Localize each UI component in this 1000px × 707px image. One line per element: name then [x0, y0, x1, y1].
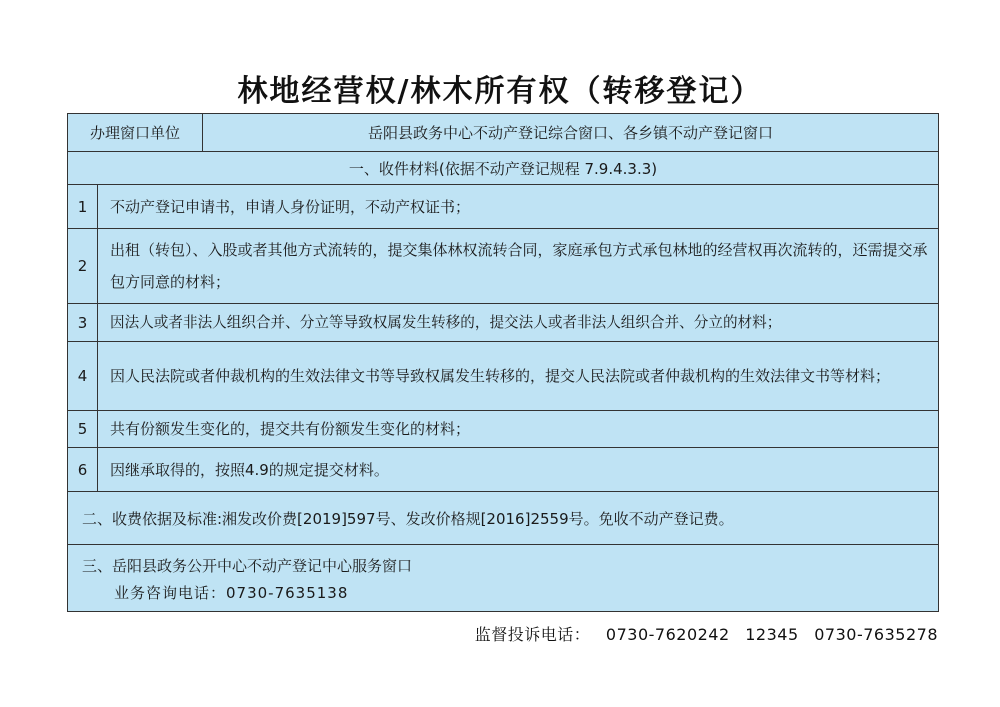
table-row: [68, 447, 938, 491]
complaint-phones: [475, 622, 938, 645]
window-row: [68, 114, 938, 151]
window-label: 办理窗口单位: [89, 124, 180, 142]
section3-row: [68, 544, 938, 613]
section1-heading: 一、收件材料(依据不动产登记规程 7.9.4.3.3): [348, 159, 658, 178]
table-row: [68, 184, 938, 228]
page-title: 林地经营权/林木所有权（转移登记）: [237, 74, 763, 109]
complaint-label: 监督投诉电话：: [474, 625, 591, 644]
table-row: [68, 228, 938, 303]
table-row: [68, 303, 938, 341]
item-number: 4: [77, 367, 88, 385]
complaint-phone: 0730-7620242: [605, 625, 730, 644]
item-number: 3: [77, 313, 88, 332]
item-number: 6: [77, 460, 88, 479]
item-text: 因法人或者非法人组织合并、分立等导致权属发生转移的，提交法人或者非法人组织合并、分立的材料；: [97, 304, 938, 341]
item-text: 共有份额发生变化的，提交共有份额发生变化的材料；: [97, 411, 938, 447]
consult-phone: 业务咨询电话：0730-7635138: [114, 584, 349, 602]
info-table: [67, 113, 939, 612]
window-value: 岳阳县政务中心不动产登记综合窗口、各乡镇不动产登记窗口: [202, 114, 938, 151]
section1-heading-row: [68, 151, 938, 184]
complaint-phone: 0730-7635278: [814, 625, 938, 644]
table-row: [68, 410, 938, 447]
item-text: 不动产登记申请书，申请人身份证明，不动产权证书；: [97, 185, 938, 228]
section2-row: [68, 491, 938, 544]
item-number: 5: [77, 420, 88, 438]
service-window: 三、岳阳县政务公开中心不动产登记中心服务窗口: [82, 557, 413, 575]
item-number: 2: [77, 257, 88, 275]
item-text: 出租（转包）、入股或者其他方式流转的，提交集体林权流转合同，家庭承包方式承包林地的经营权再次流转的，还需提交承包方同意的材料；: [97, 229, 938, 303]
item-text: 因人民法院或者仲裁机构的生效法律文书等导致权属发生转移的，提交人民法院或者仲裁机构的生效法律文书等材料；: [97, 342, 938, 410]
complaint-phone: 12345: [745, 625, 799, 644]
item-number: 1: [77, 197, 88, 216]
item-text: 因继承取得的，按照4.9的规定提交材料。: [97, 448, 938, 491]
table-row: [68, 341, 938, 410]
fee-basis: 二、收费依据及标准:湘发改价费[2019]597号、发改价格规[2016]2559号。免收不动产登记费。: [82, 509, 734, 528]
